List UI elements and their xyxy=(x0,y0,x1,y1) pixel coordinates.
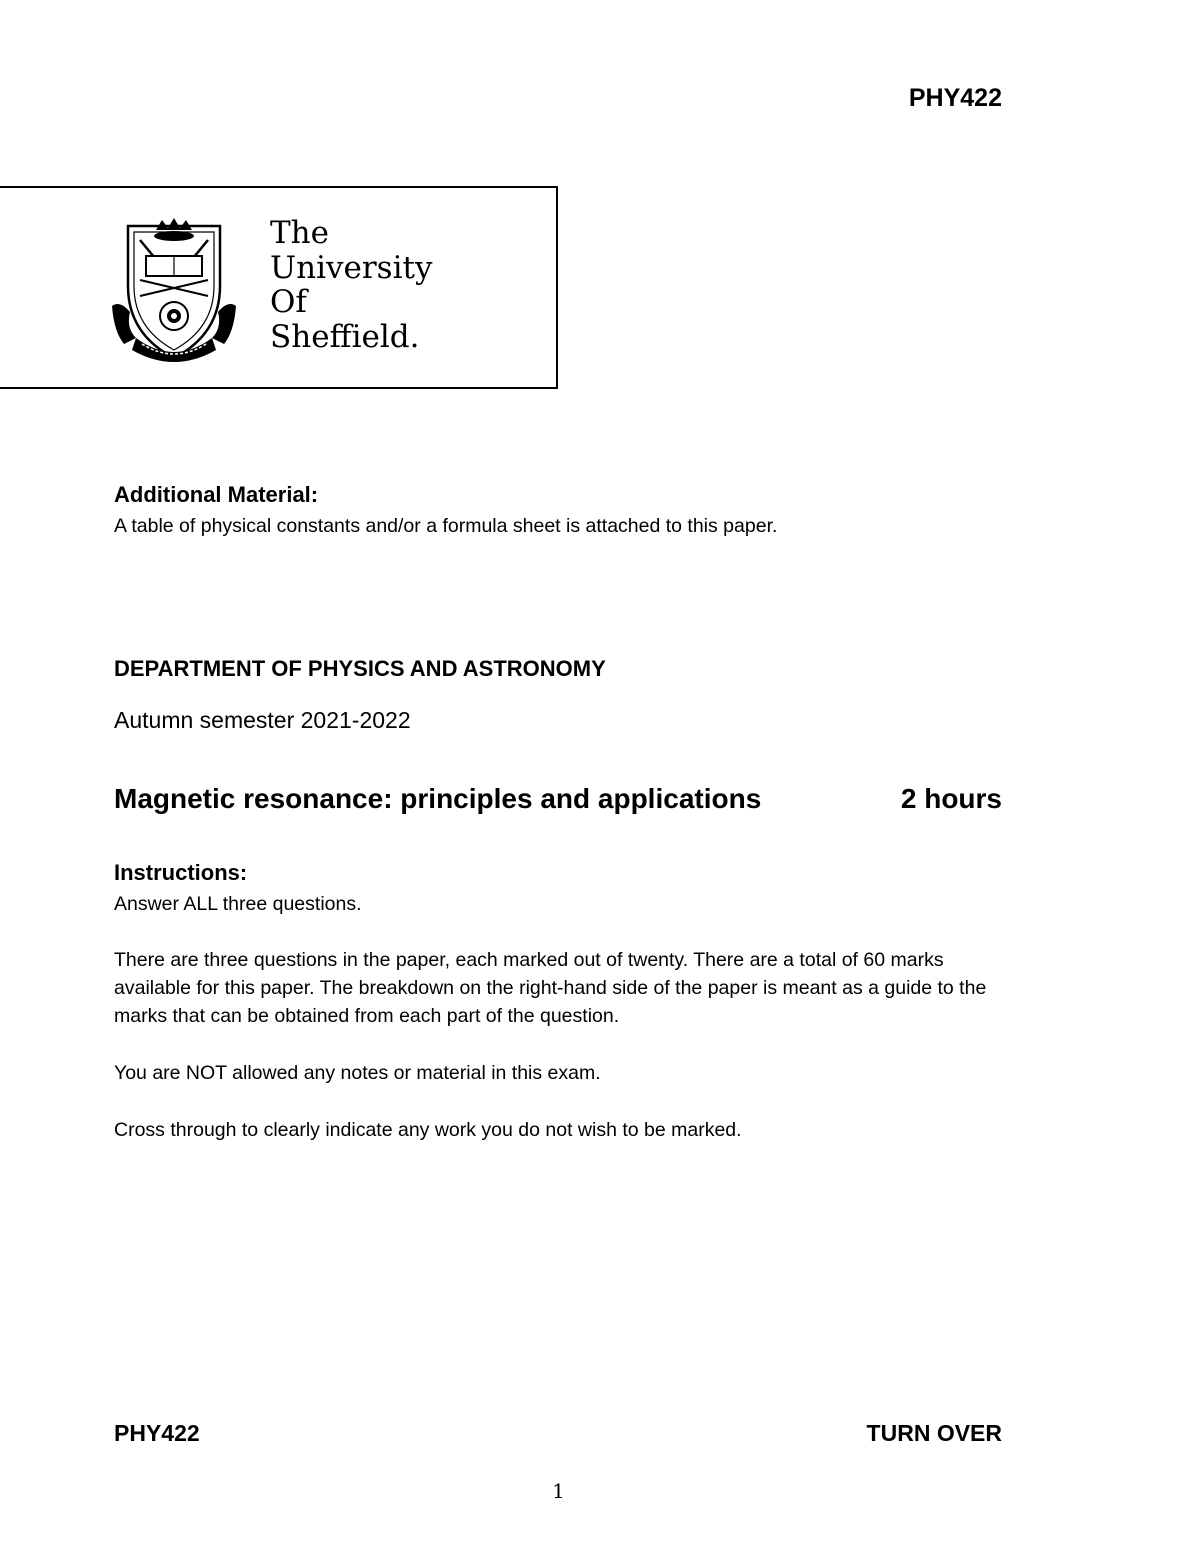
footer-course-code: PHY422 xyxy=(114,1420,200,1446)
turn-over-label: TURN OVER xyxy=(866,1420,1002,1446)
header-course-code: PHY422 xyxy=(908,84,1002,112)
semester-label: Autumn semester 2021-2022 xyxy=(114,707,411,733)
instruction-paragraph: You are NOT allowed any notes or material in this exam. xyxy=(114,1062,601,1084)
instructions-heading: Instructions: xyxy=(114,860,248,885)
instruction-paragraph: There are three questions in the paper, each marked out of twenty. There are a total of 60 marks available for this paper. The breakdown on the right-hand side of the paper is meant as a guide to the marks that can be obtained from each part of the question. xyxy=(114,949,987,1027)
wordmark-line: The xyxy=(270,215,329,251)
instruction-paragraph: Cross through to clearly indicate any work you do not wish to be marked. xyxy=(114,1119,742,1141)
additional-material-heading: Additional Material: xyxy=(114,482,319,507)
wordmark-line: Sheffield. xyxy=(270,318,420,355)
university-crest-icon xyxy=(112,216,236,364)
exam-duration: 2 hours xyxy=(900,783,1002,814)
instruction-paragraph: Answer ALL three questions. xyxy=(114,893,362,915)
wordmark-line: University xyxy=(270,249,433,286)
university-logo xyxy=(0,186,558,389)
course-title: Magnetic resonance: principles and applications xyxy=(114,783,762,814)
department-name: DEPARTMENT OF PHYSICS AND ASTRONOMY xyxy=(114,656,606,681)
wordmark-line: Of xyxy=(270,284,307,320)
university-wordmark xyxy=(270,216,432,354)
page-number: 1 xyxy=(552,1479,565,1503)
additional-material-text: A table of physical constants and/or a formula sheet is attached to this paper. xyxy=(114,515,778,537)
